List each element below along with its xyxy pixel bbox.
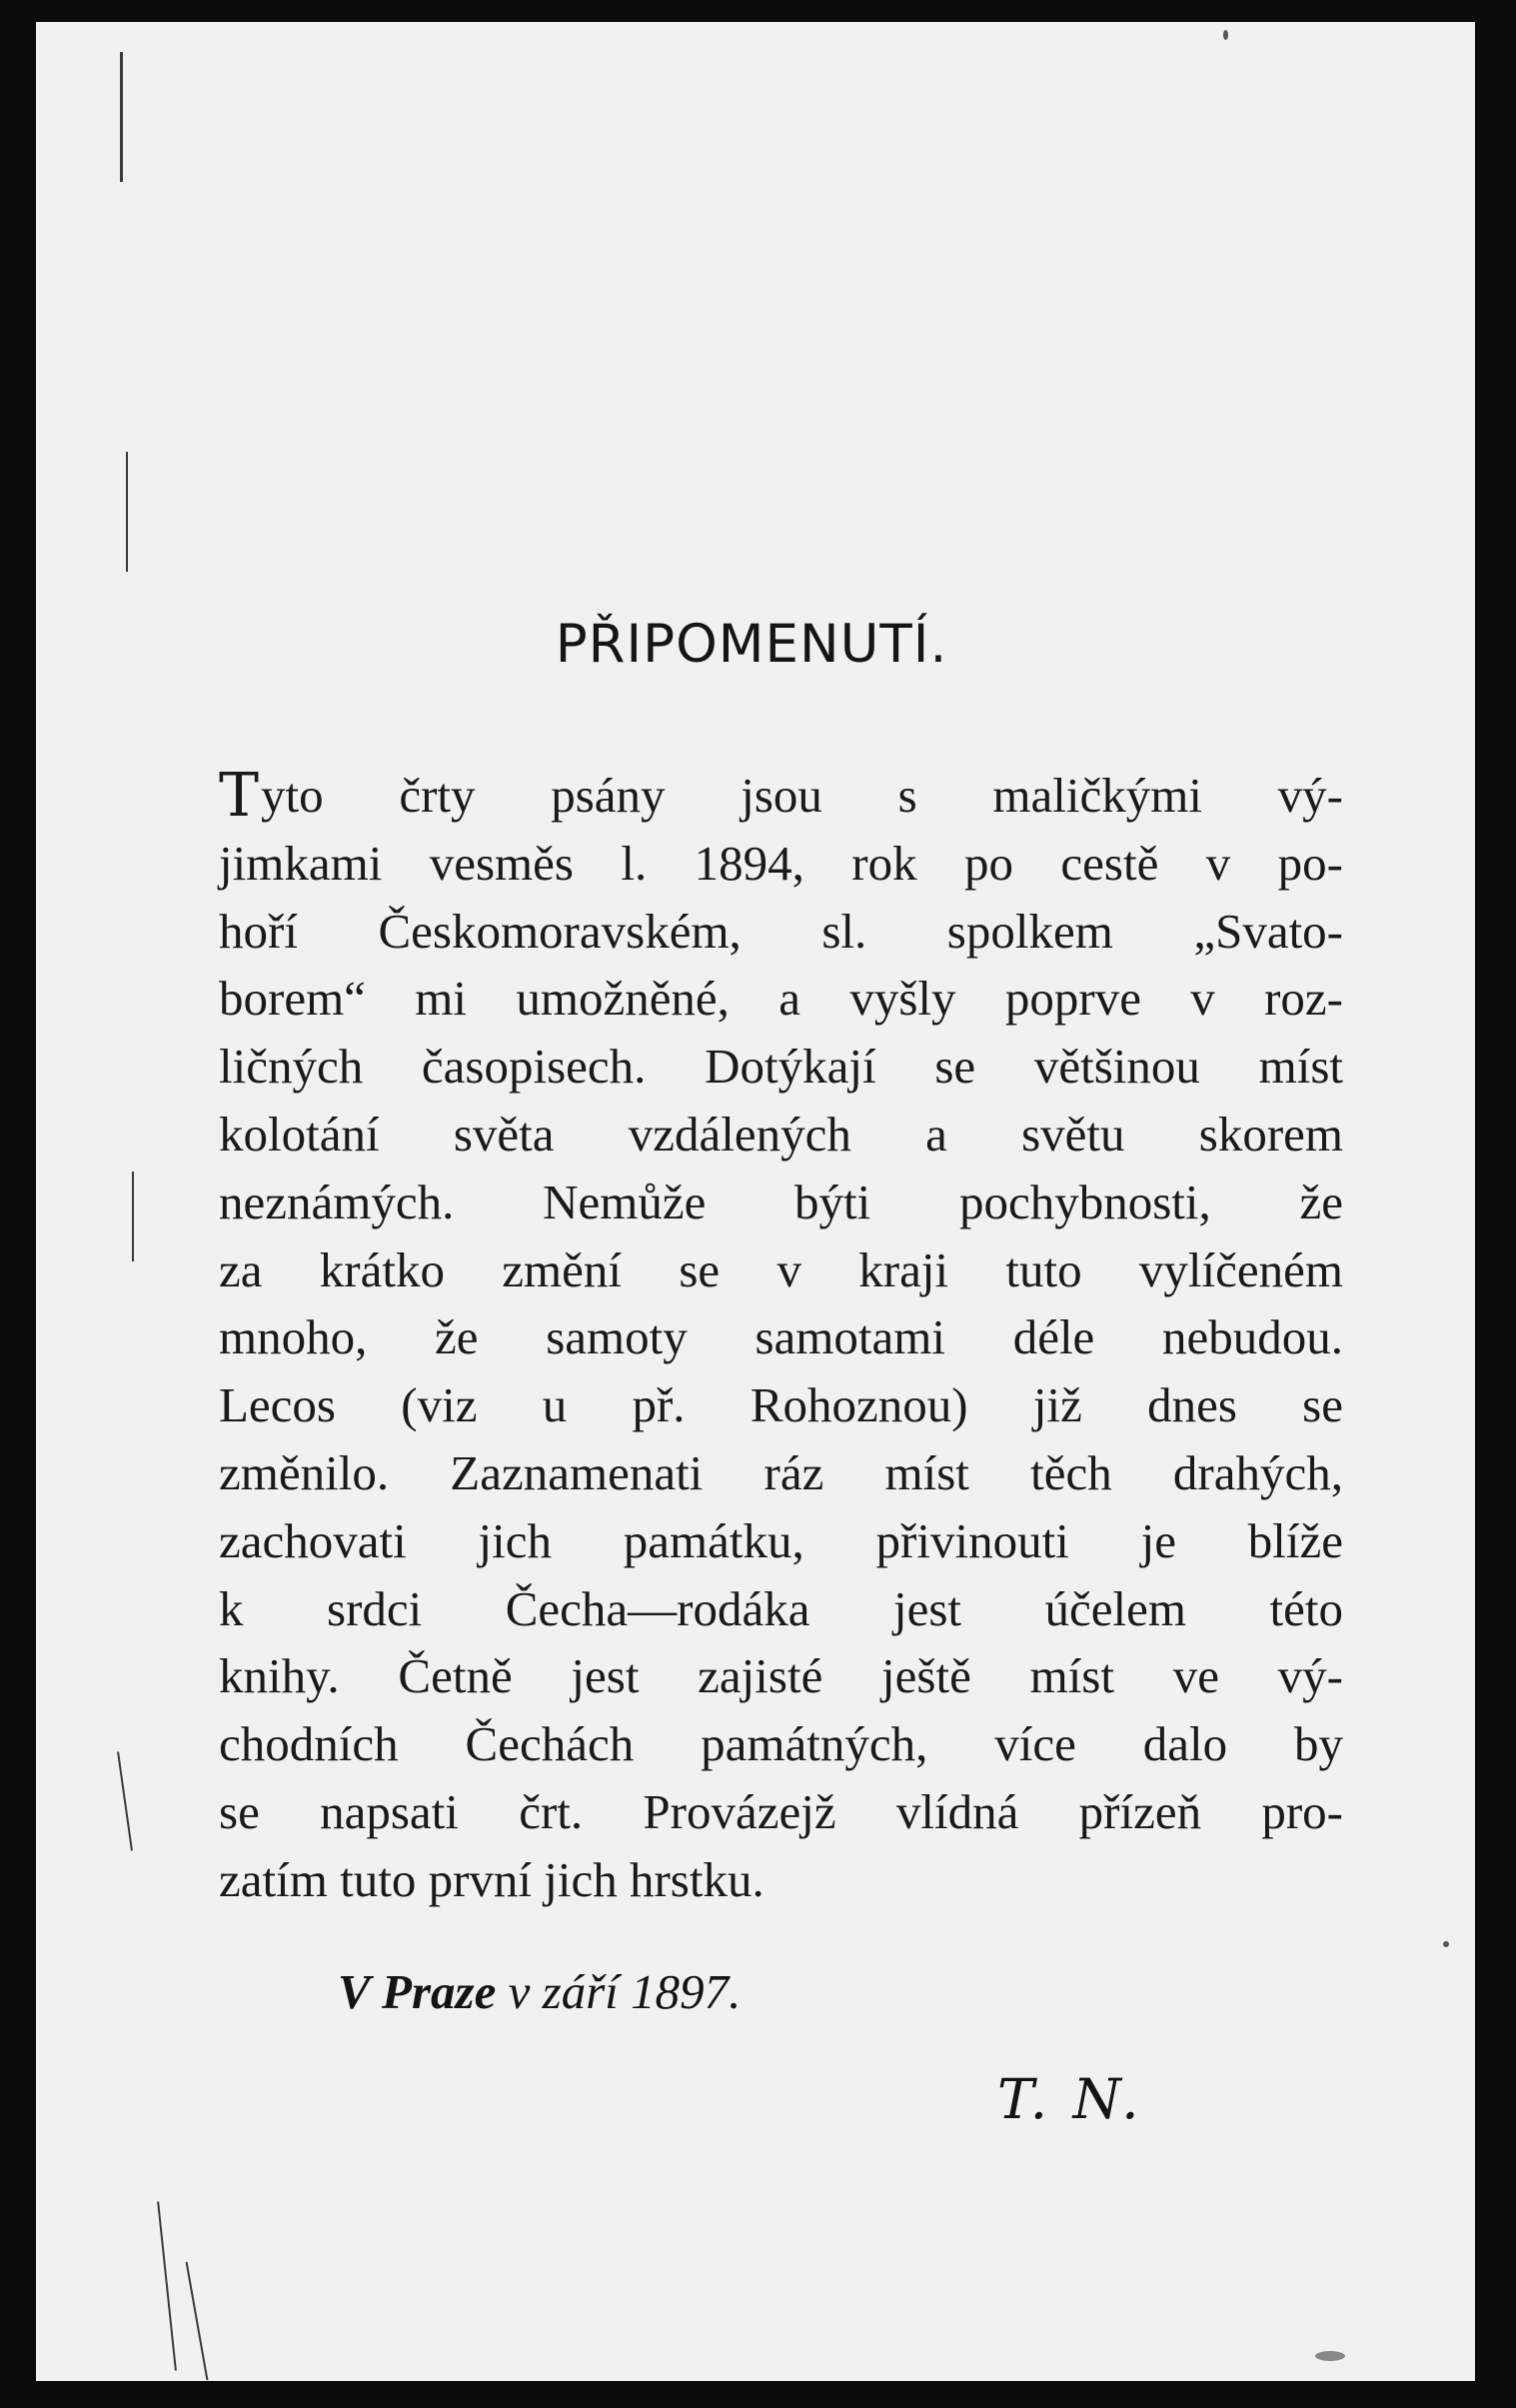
decorative-initial: T bbox=[219, 761, 260, 831]
paragraph-line: mnoho, že samoty samotami déle nebudou. bbox=[219, 1309, 1343, 1365]
body-paragraph bbox=[219, 762, 1343, 1914]
paragraph-line: neznámých. Nemůže býti pochybnosti, že bbox=[219, 1174, 1343, 1229]
paragraph-line: borem“ mi umožněné, a vyšly poprve v roz- bbox=[219, 971, 1343, 1027]
paragraph-line: se napsati črt. Provázejž vlídná přízeň pro- bbox=[219, 1783, 1343, 1839]
gutter-line bbox=[126, 452, 128, 572]
paragraph-line bbox=[219, 762, 1343, 830]
paragraph-line: k srdci Čecha—rodáka jest účelem této bbox=[219, 1580, 1343, 1636]
paragraph-line: Lecos (viz u př. Rohoznou) již dnes se bbox=[219, 1377, 1343, 1433]
gutter-line bbox=[132, 1172, 134, 1261]
speck bbox=[1315, 2351, 1345, 2361]
paragraph-line: kolotání světa vzdálených a světu skorem bbox=[219, 1106, 1343, 1162]
dateline-place: V Praze bbox=[338, 1964, 497, 2019]
dateline-date: v září 1897. bbox=[496, 1964, 742, 2019]
paragraph-line: ličných časopisech. Dotýkají se většinou míst bbox=[219, 1039, 1343, 1095]
dateline bbox=[338, 1963, 741, 2020]
speck bbox=[1223, 30, 1228, 40]
paragraph-line: zatím tuto první jich hrstku. bbox=[219, 1851, 764, 1907]
page-title: PŘIPOMENUTÍ. bbox=[555, 614, 948, 675]
gutter-line bbox=[186, 2262, 209, 2381]
paragraph-line: jimkami vesměs l. 1894, rok po cestě v po- bbox=[219, 835, 1343, 891]
speck bbox=[1443, 1941, 1449, 1947]
paragraph-line: hoří Českomoravském, sl. spolkem „Svato- bbox=[219, 903, 1343, 959]
paragraph-line: knihy. Četně jest zajisté ještě míst ve vý- bbox=[219, 1648, 1343, 1704]
paragraph-line: za krátko změní se v kraji tuto vylíčeném bbox=[219, 1241, 1343, 1297]
gutter-line bbox=[120, 52, 123, 182]
paragraph-line: zachovati jich památku, přivinouti je blíže bbox=[219, 1512, 1343, 1568]
paragraph-line: změnilo. Zaznamenati ráz míst těch drahých, bbox=[219, 1444, 1343, 1500]
book-page bbox=[36, 22, 1475, 2381]
line-text: yto črty psány jsou s maličkými vý- bbox=[261, 768, 1343, 823]
paragraph-line: chodních Čechách památných, více dalo by bbox=[219, 1716, 1343, 1772]
gutter-line bbox=[157, 2201, 177, 2370]
signature-initials: T. N. bbox=[997, 2067, 1143, 2131]
gutter-line bbox=[117, 1751, 133, 1850]
